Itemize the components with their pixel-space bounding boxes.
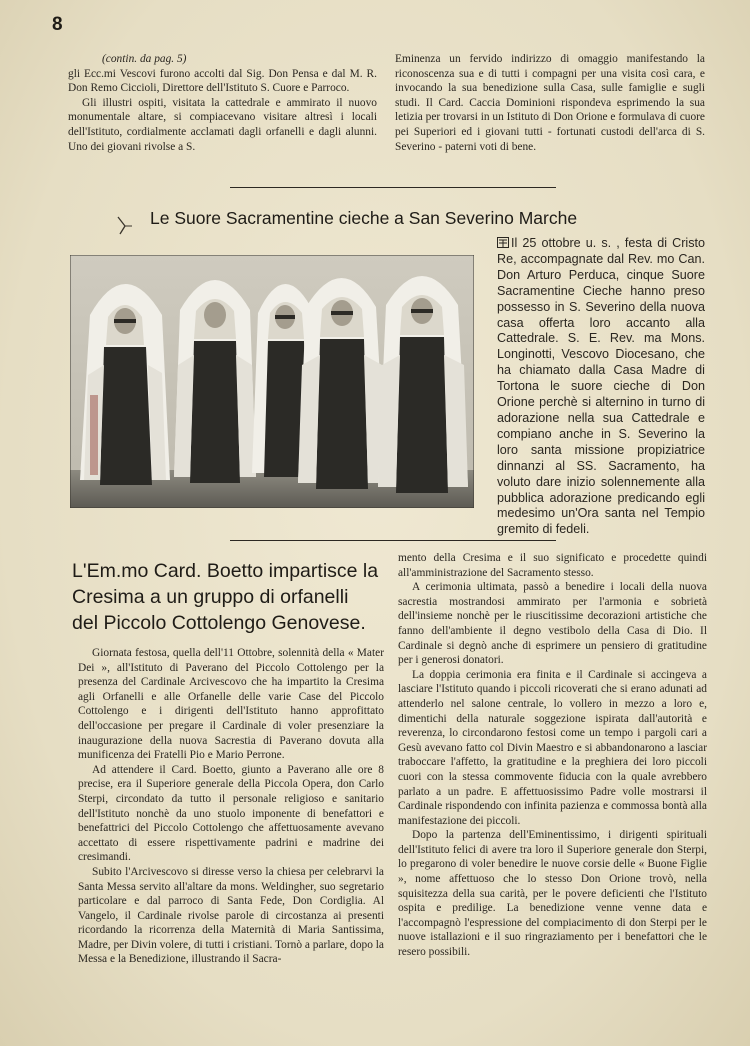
paragraph: Giornata festosa, quella dell'11 Ottobre, solennità della « Mater Dei », all'Istituto di Paverano del Piccolo Cottolengo per la presenza del Cardinale Arcivescovo che ha impartito la Cresima agli Orfanelli e alle Orfanelle delle varie Case del Piccolo Cottolengo e i dirigenti dell'Istituto hanno approfittato dell'occasione per pregare il Cardinale di voler presenziare la inaugurazione della nuova Sacrestia di Paverano dovuta alla munificenza dei Fratelli Pio e Mario Perrone. [78, 647, 384, 762]
article-title: Le Suore Sacramentine cieche a San Severino Marche [150, 208, 578, 228]
nuns-photograph [70, 255, 474, 508]
paragraph: Subito l'Arcivescovo si diresse verso la chiesa per celebrarvi la Santa Messa servito all'altare da mons. Weldingher, suo segretario particolare e dal parroco di Santa Fede, Don Cordiglia. Al Vangelo, il Cardinale rivolse parole di circostanza ai presenti ricordando la ricorrenza della Maternità di Maria Santissima, Madre, per Divin volere, di tutti i cristiani. Tornò a parlare, dopo la Messa e la Benedizione, illustrando il Sacra- [78, 865, 384, 966]
paragraph: Ad attendere il Card. Boetto, giunto a Paverano alle ore 8 precise, era il Superiore generale della Piccola Opera, don Carlo Sterpi, circondato da tutto il personale religioso e sanitario dell'Istituto nonchè da uno stuolo imponente di benefattori e benefattrici del Piccolo Cottolengo che affettuosamente avevano accettato di essere rispettivamente padrini e madrine dei cresimandi. [78, 763, 384, 864]
section-divider [230, 540, 556, 541]
paragraph: gli Ecc.mi Vescovi furono accolti dal Sig. Don Pensa e dal M. R. Don Remo Ciccioli, Direttore dell'Istituto S. Cuore e Parroco. [68, 67, 377, 95]
paragraph: A cerimonia ultimata, passò a benedire i locali della nuova sacrestia mostrandosi ammirato per l'armonia e sobrietà dell'insieme nonchè per le riuscitissime decorazioni artistiche che fanno dell'ambiente il degno vestibolo della Casa di Dio. Il Cardinale si degnò anche di esprimere un pensiero di gratitudine per i generosi donatori. [398, 581, 707, 667]
paragraph: Gli illustri ospiti, visitata la cattedrale e ammirato il nuovo monumentale altare, si compiacevano visitare altresì i locali dell'Istituto, cordialmente acclamati dagli orfanelli e dagli alunni. Uno dei giovani rivolse a S. [68, 96, 377, 153]
paragraph-ornament-icon [497, 237, 509, 248]
title-line: L'Em.mo Card. Boetto impartisce la [72, 560, 379, 582]
top-article-column-1 [68, 52, 377, 154]
page-number: 8 [52, 14, 63, 35]
paragraph: La doppia cerimonia era finita e il Cardinale si accingeva a lasciare l'Istituto quando i piccoli ricoverati che si erano adunati ad attenderlo nel salone centrale, lo vollero in mezzo a loro e, dimentichi della naturale soggezione ispirata dall'autorità e reverenza, lo circondarono festosi come un tempo i pargoli cari a Gesù avevano fatto col Divin Maestro e si abbandonarono a lasciar traboccare l'affetto, la gratitudine e la preghiera dei loro piccoli cuori con la stessa commovente fiducia con la quale avrebbero parlato a un padre. E affettuosissimo Padre volle mostrarsi il Cardinale rispondendo con infinita pazienza e commossa bontà alla manifestazione dei piccoli. [398, 668, 707, 827]
article-body [497, 236, 705, 538]
paragraph: Dopo la partenza dell'Eminentissimo, i dirigenti spirituali dell'Istituto felici di avere tra loro il Superiore generale don Sterpi, lo pregarono di voler benedire le nuove corsie delle « Buone Figlie », nome affettuoso che lo stesso Don Orione trovò, nella squisitezza della sua carità, per le povere deficienti che l'Istituto ospita e predilige. La benedizione venne venne data e l'accompagnò l'espressione del compiacimento di don Sterpi per le nuove istallazioni e il suo ringraziamento per i benefattori che le resero possibili. [398, 829, 707, 959]
paragraph: mento della Cresima e il suo significato e procedette quindi all'amministrazione del Sacramento stesso. [398, 552, 707, 579]
article-column-2 [398, 551, 707, 960]
continued-note: (contin. da pag. 5) [102, 53, 187, 65]
article-column-1 [78, 646, 384, 967]
paragraph: Il 25 ottobre u. s. , festa di Cristo Re, accompagnate dal Rev. mo Can. Don Arturo Perduca, cinque Suore Sacramentine Cieche hanno preso possesso in S. Severino della nuova casa offerta loro accanto alla Cattedrale. S. E. Rev. ma Mons. Longinotti, Vescovo Diocesano, che ha chiamato dalla Casa Madre di Tortona le suore cieche di Don Orione perchè si alternino in turno di adorazione nella sua Cattedrale e compiano anche in S. Severino la loro santa missione propiziatrice dinnanzi al SS. Sacramento, ha voluto dare inizio solennemente alla pubblica adorazione predicando egli medesimo un'Ora santa nel Tempio gremito di fedeli. [497, 236, 705, 537]
title-line: Cresima a un gruppo di orfanelli [72, 586, 349, 608]
article-title [72, 558, 392, 636]
title-line: del Piccolo Cottolengo Genovese. [72, 612, 366, 634]
top-article-column-2 [395, 52, 705, 154]
section-divider [230, 187, 556, 188]
printer-mark-icon [116, 214, 134, 236]
paragraph: Eminenza un fervido indirizzo di omaggio manifestando la riconoscenza sua e di tutti i compagni per una visita così cara, e invocando la sua benedizione sulla Casa, sulle famiglie e sugli studi. Il Card. Caccia Dominioni rispondeva esprimendo la sua letizia per trovarsi in un Istituto di Don Orione e formulava di cuore pei Superiori ed i giovani tutti - fortunati custodi dell'arca di S. Severino - paterni voti di bene. [395, 53, 705, 153]
